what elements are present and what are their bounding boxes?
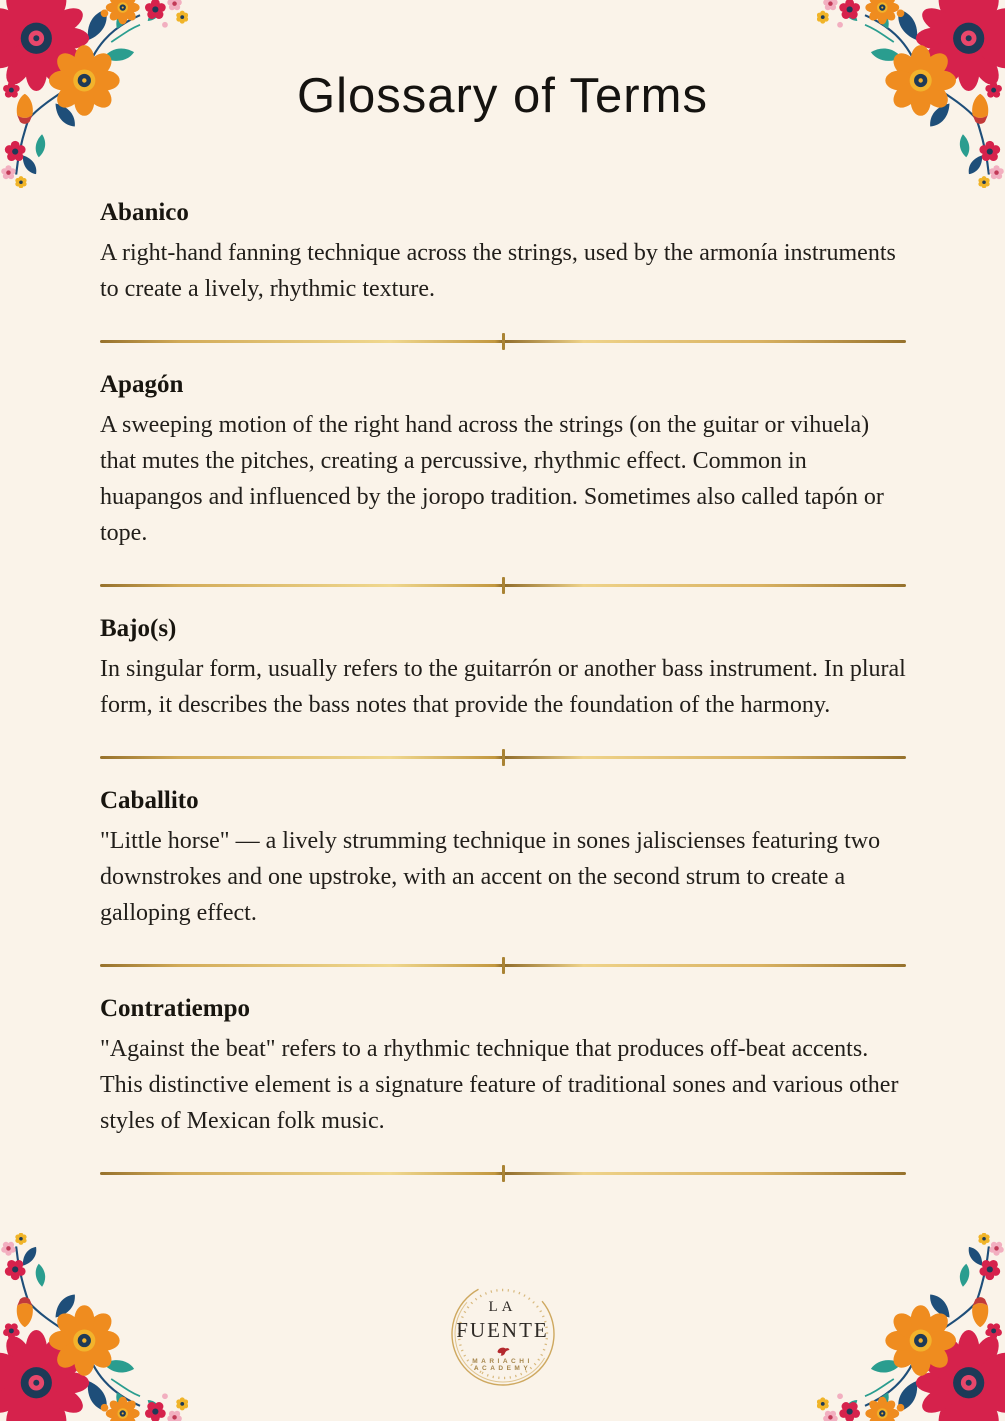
page-title: Glossary of Terms [297,69,708,123]
glossary-entry [100,786,906,931]
term-heading: Bajo(s) [100,615,177,642]
glossary-entry [100,614,906,723]
term-definition: A sweeping motion of the right hand across the strings (on the guitar or vihuela) that mutes the pitches, creating a percussive, rhythmic effect. Common in huapangos and influenced by the joropo tradition. Sometimes also called tapón or tope. [100,412,884,546]
term-heading: Caballito [100,787,199,814]
glossary-entry [100,994,906,1139]
gold-divider-line [100,340,906,343]
term-definition: "Against the beat" refers to a rhythmic technique that produces off-beat accents. This distinctive element is a signature feature of traditional sones and various other styles of Mexican folk music. [100,1036,899,1134]
gold-divider-line [100,964,906,967]
logo-name-line1: LA [488,1299,517,1315]
gold-divider-line [100,584,906,587]
logo-subtitle-line2: ACADEMY [473,1365,532,1372]
logo [438,1269,568,1399]
term-heading: Contratiempo [100,995,250,1022]
term-heading: Abanico [100,199,189,226]
glossary-entry [100,370,906,551]
term-heading: Apagón [100,371,184,398]
logo-name-line2: FUENTE [456,1318,549,1342]
floral-corner-icon [817,1233,1005,1421]
gold-divider-line [100,756,906,759]
logo-text [438,1269,568,1399]
term-definition: "Little horse" — a lively strumming technique in sones jaliscienses featuring two downstrokes and one upstroke, with an accent on the second strum to create a galloping effect. [100,828,881,926]
term-definition: A right-hand fanning technique across the strings, used by the armonía instruments to create a lively, rhythmic texture. [100,240,896,302]
glossary-content [100,198,906,1175]
gold-divider-line [100,1172,906,1175]
glossary-entry [100,198,906,307]
term-definition: In singular form, usually refers to the guitarrón or another bass instrument. In plural form, it describes the bass notes that provide the foundation of the harmony. [100,656,906,718]
red-bird-icon [438,1344,568,1356]
floral-corner-icon [0,1233,188,1421]
logo-subtitle-line1: MARIACHI [472,1358,533,1365]
